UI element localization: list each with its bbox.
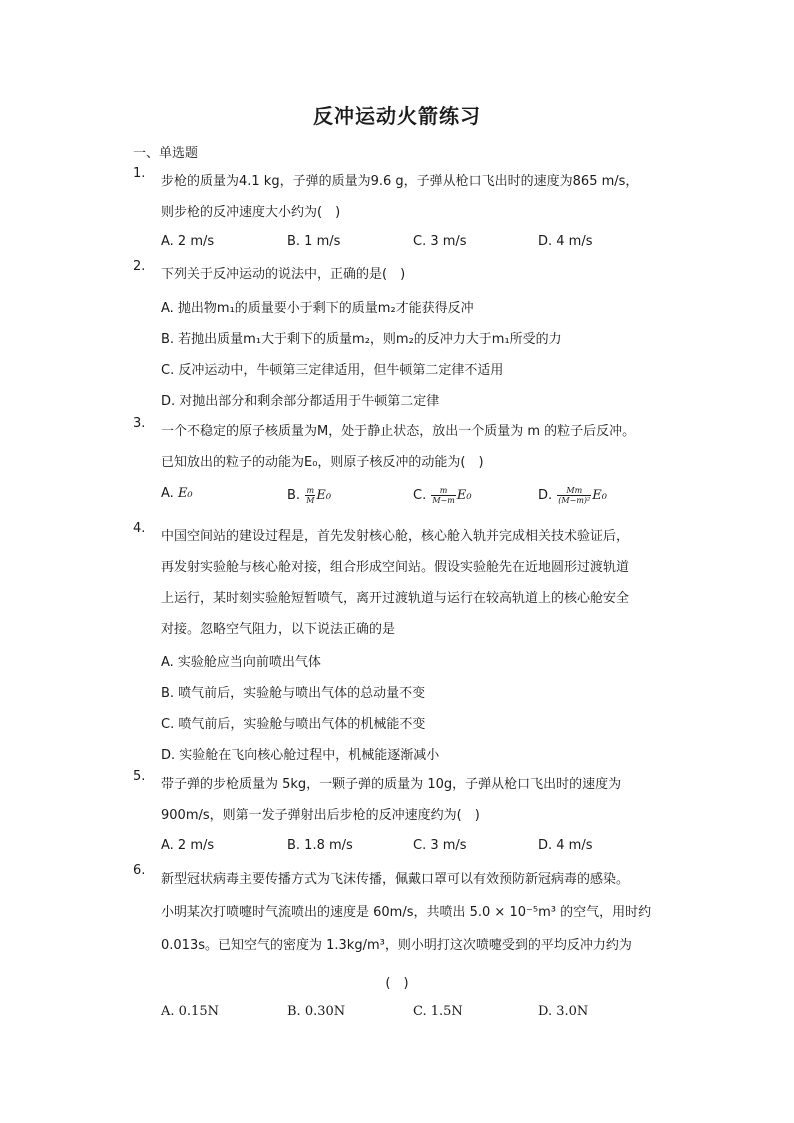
question-number: 3. xyxy=(133,416,146,431)
option-d[interactable]: D. 实验舱在飞向核心舱过程中，机械能逐渐减小 xyxy=(161,748,440,763)
option-d[interactable]: D. 4 m/s xyxy=(538,838,593,853)
option-c[interactable]: C. $\frac{m}{M-m}$ E₀ xyxy=(413,486,472,505)
question-text-line: 步枪的质量为4.1 kg，子弹的质量为9.6 g，子弹从枪口飞出时的速度为865 m/s， xyxy=(161,174,639,189)
option-a[interactable]: A. 实验舱应当向前喷出气体 xyxy=(161,655,321,670)
option-d[interactable]: D. 4 m/s xyxy=(538,234,593,249)
option-b[interactable]: B. 若抛出质量m₁大于剩下的质量m₂，则m₂的反冲力大于m₁所受的力 xyxy=(161,332,562,347)
question-text-line: 则步枪的反冲速度大小约为( ) xyxy=(161,205,341,220)
question-number: 1. xyxy=(133,166,146,181)
fraction: $\frac{m}{M-m}$ xyxy=(432,486,455,505)
question-3 xyxy=(133,416,673,478)
question-text-line: 对接。忽略空气阻力，以下说法正确的是 xyxy=(161,622,396,637)
question-text-line: 0.013s。已知空气的密度为 1.3kg/m³，则小明打这次喷嚏受到的平均反冲力约为 xyxy=(161,938,632,953)
option-a[interactable]: A. E₀ xyxy=(161,486,193,501)
option-c[interactable]: C. 喷气前后，实验舱与喷出气体的机械能不变 xyxy=(161,717,426,732)
question-4 xyxy=(133,521,673,645)
question-text-line: 已知放出的粒子的动能为E₀，则原子核反冲的动能为( ) xyxy=(161,455,484,470)
option-c[interactable]: C. 3 m/s xyxy=(413,234,467,249)
fraction: $\frac{Mm}{\text{(M−m)²}}$ xyxy=(558,486,591,505)
option-d[interactable]: D. $\frac{Mm}{\text{(M−m)²}}$ E₀ xyxy=(538,486,607,505)
option-c[interactable]: C. 1.5N xyxy=(413,1004,463,1019)
question-text-line: 小明某次打喷嚏时气流喷出的速度是 60m/s，共喷出 5.0 × 10⁻⁵m³ 的空气，用时约 xyxy=(161,905,652,920)
question-text-line: 上运行，某时刻实验舱短暂喷气，离开过渡轨道与运行在较高轨道上的核心舱安全 xyxy=(161,591,630,606)
option-c[interactable]: C. 3 m/s xyxy=(413,838,467,853)
option-b[interactable]: B. 1.8 m/s xyxy=(287,838,353,853)
question-text-line: 一个不稳定的原子核质量为M，处于静止状态，放出一个质量为 m 的粒子后反冲。 xyxy=(161,424,636,439)
question-text-line: 带子弹的步枪质量为 5kg，一颗子弹的质量为 10g，子弹从枪口飞出时的速度为 xyxy=(161,777,622,792)
option-b[interactable]: B. $\frac{m}{M}$ E₀ xyxy=(287,486,332,505)
options-q6 xyxy=(161,1004,681,1024)
question-2 xyxy=(133,259,673,290)
option-b[interactable]: B. 喷气前后，实验舱与喷出气体的总动量不变 xyxy=(161,686,426,701)
option-d[interactable]: D. 3.0N xyxy=(538,1004,589,1019)
question-number: 2. xyxy=(133,259,146,274)
options-q3 xyxy=(161,486,681,506)
question-1 xyxy=(133,166,673,228)
options-q5 xyxy=(161,838,681,858)
fraction: $\frac{m}{M}$ xyxy=(306,486,315,505)
question-text-line: 下列关于反冲运动的说法中，正确的是( ) xyxy=(161,267,406,282)
question-5 xyxy=(133,769,673,831)
question-text-line: 900m/s，则第一发子弹射出后步枪的反冲速度约为( ) xyxy=(161,808,480,823)
answer-blank: ( ) xyxy=(385,976,409,991)
question-6 xyxy=(133,863,673,962)
question-number: 5. xyxy=(133,769,146,784)
option-a[interactable]: A. 抛出物m₁的质量要小于剩下的质量m₂才能获得反冲 xyxy=(161,301,474,316)
option-a[interactable]: A. 2 m/s xyxy=(161,234,215,249)
options-q1 xyxy=(161,234,681,254)
question-text-line: 再发射实验舱与核心舱对接，组合形成空间站。假设实验舱先在近地圆形过渡轨道 xyxy=(161,560,630,575)
option-a[interactable]: A. 2 m/s xyxy=(161,838,215,853)
option-b[interactable]: B. 0.30N xyxy=(287,1004,346,1019)
page-title: 反冲运动火箭练习 xyxy=(313,104,481,128)
option-a-expr: E₀ xyxy=(177,486,193,501)
section-heading: 一、单选题 xyxy=(133,146,199,161)
question-number: 6. xyxy=(133,863,146,878)
option-d[interactable]: D. 对抛出部分和剩余部分都适用于牛顿第二定律 xyxy=(161,394,440,409)
question-text-line: 中国空间站的建设过程是，首先发射核心舱，核心舱入轨并完成相关技术验证后， xyxy=(161,529,630,544)
option-b[interactable]: B. 1 m/s xyxy=(287,234,341,249)
option-c[interactable]: C. 反冲运动中，牛顿第三定律适用，但牛顿第二定律不适用 xyxy=(161,363,504,378)
option-a[interactable]: A. 0.15N xyxy=(161,1004,219,1019)
question-text-line: 新型冠状病毒主要传播方式为飞沫传播，佩戴口罩可以有效预防新冠病毒的感染。 xyxy=(161,872,630,887)
question-number: 4. xyxy=(133,521,146,536)
